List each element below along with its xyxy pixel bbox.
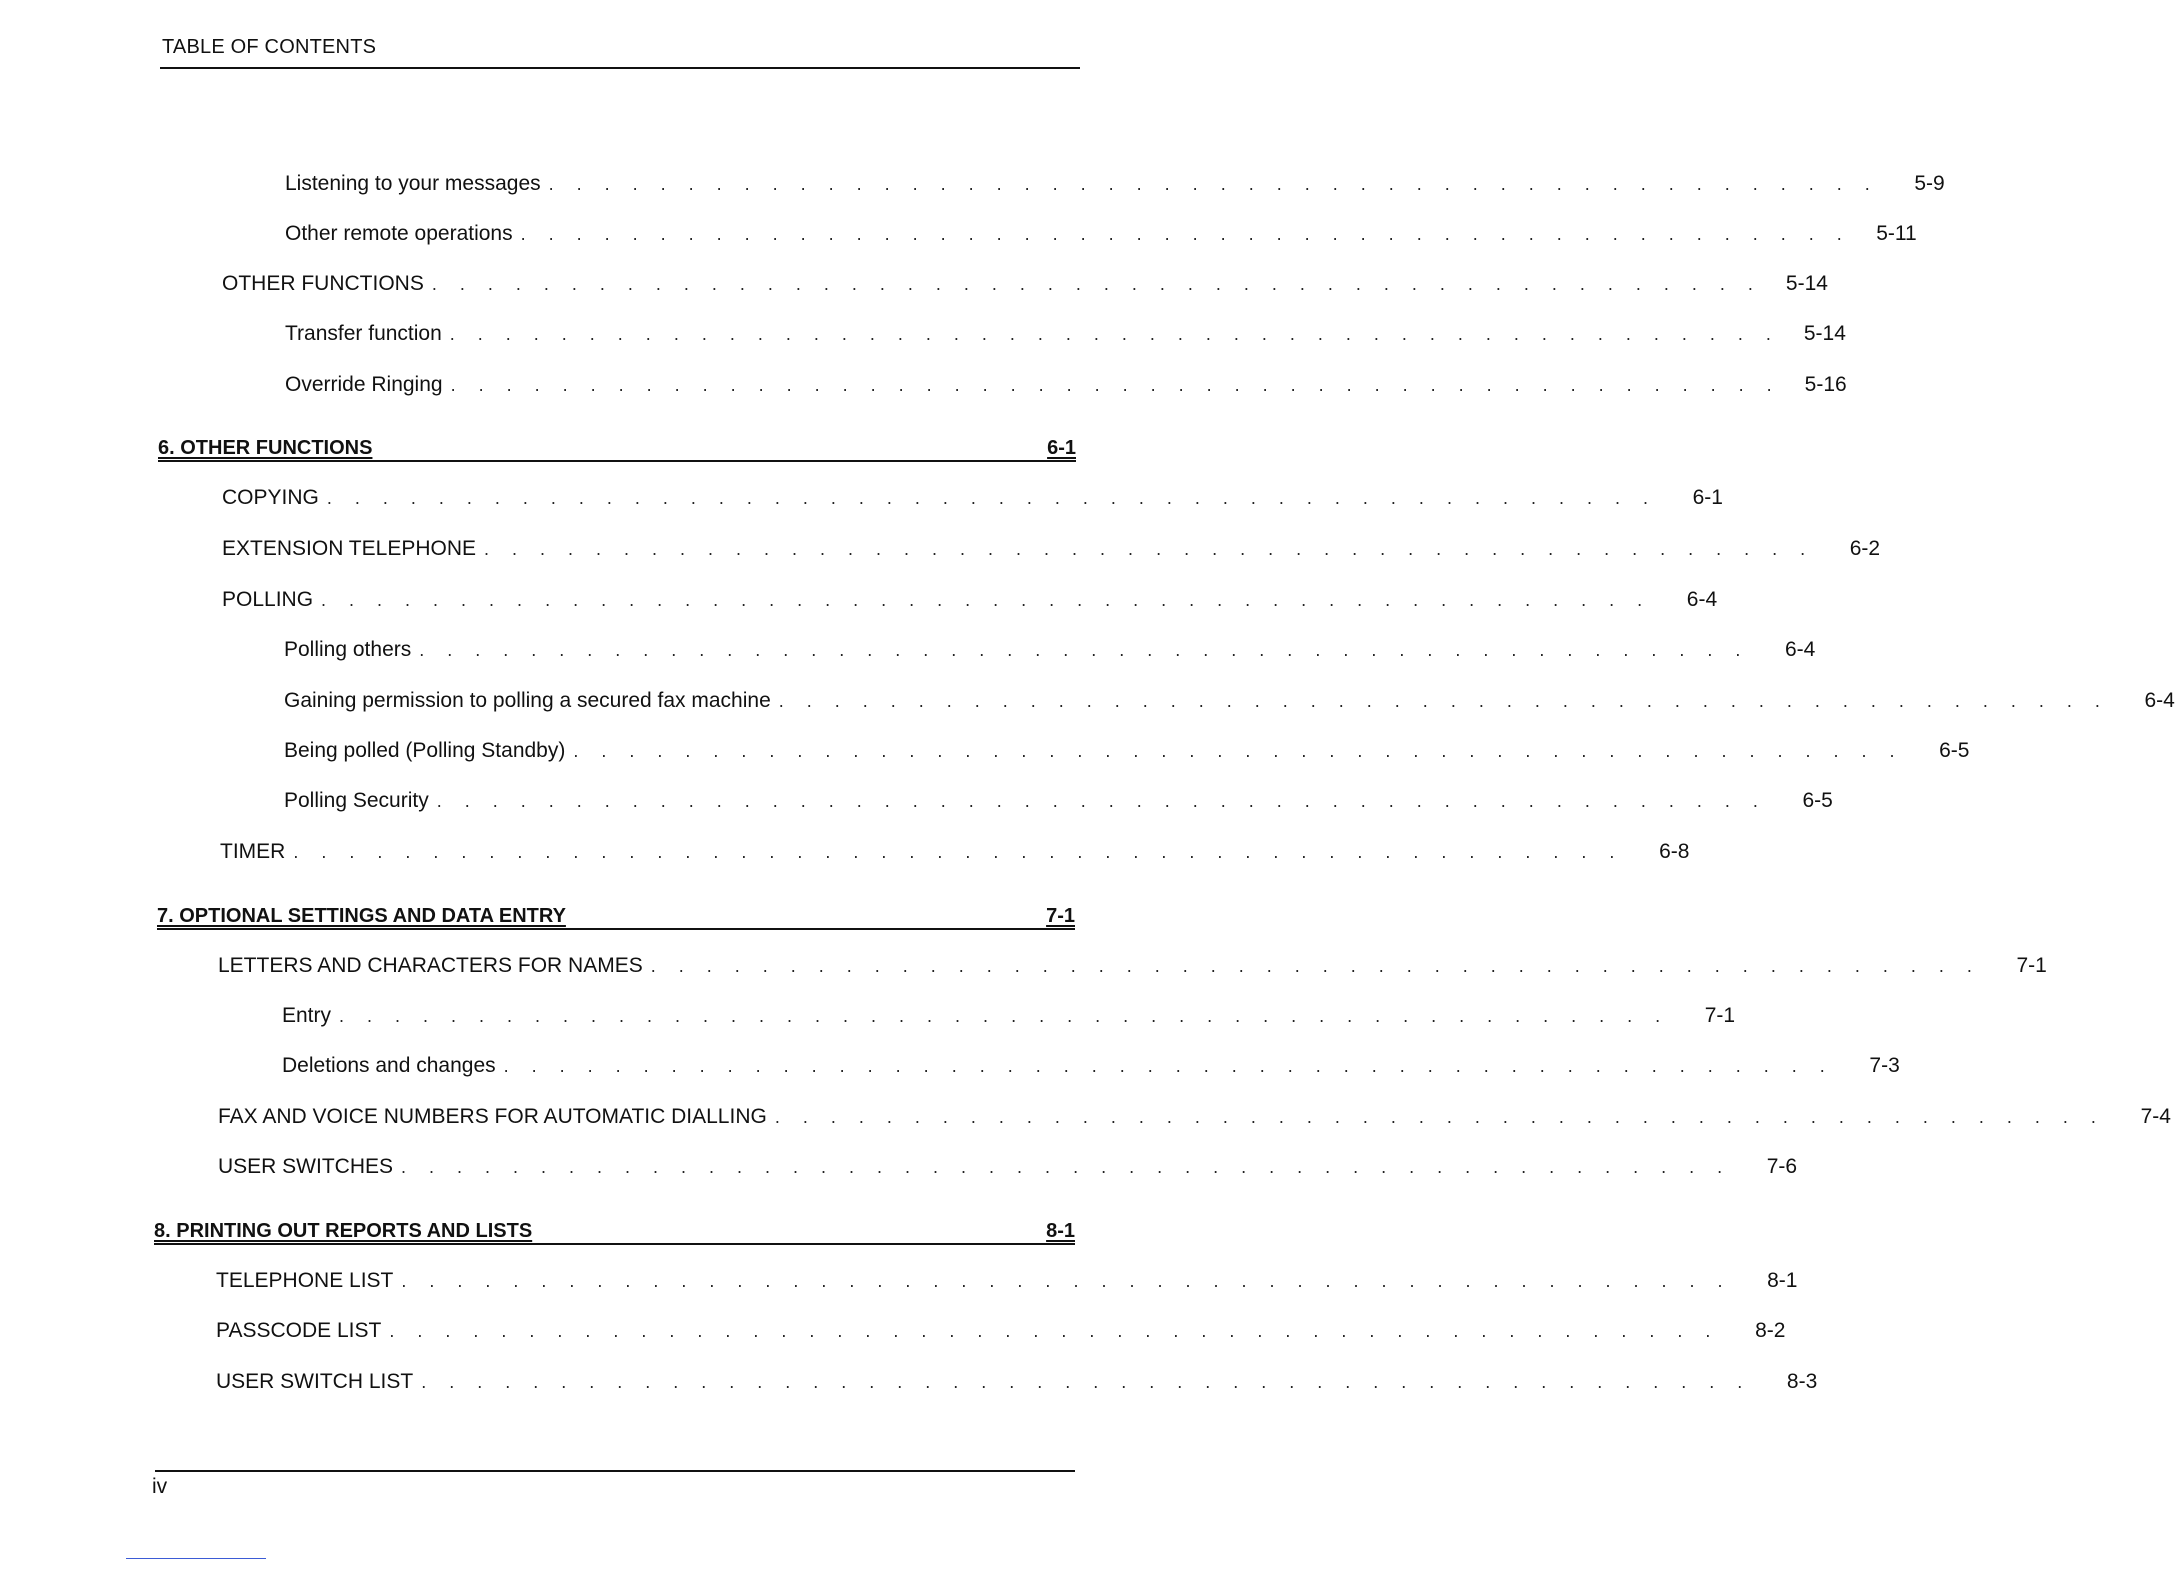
toc-entry-page: 6-2 [1849,537,1881,560]
dot-leader: . . . . . . . . . . . . . . . . . . . . . . . . . . . . . . . . . . . . . . . . . . . . . . . . [401,1157,1732,1177]
toc-entry-page: 5-9 [1914,172,1945,195]
toc-entry-page: 6-4 [1686,588,1718,611]
dot-leader: . . . . . . . . . . . . . . . . . . . . . . . . . . . . . . . . . . . . . . . . . . . . . . . . [450,375,1781,395]
toc-entry-page: 6-1 [1692,486,1723,509]
toc-entry-label: POLLING [222,588,314,611]
toc-entry[interactable] [222,582,1718,612]
toc-entry-page: 6-4 [2144,689,2175,712]
dot-leader: . . . . . . . . . . . . . . . . . . . . . . . . . . . . . . . . . . . . . . . . . . . . . . . . [401,1271,1732,1291]
toc-entry[interactable] [222,480,1723,510]
dot-leader: . . . . . . . . . . . . . . . . . . . . . . . . . . . . . . . . . . . . . . . . . . . . . . . . [436,791,1767,811]
dot-leader: . . . . . . . . . . . . . . . . . . . . . . . . . . . . . . . . . . . . . . . . . . . . . . . . [650,956,1981,976]
toc-entry-page: 6-5 [1939,739,1970,762]
toc-entry-label: USER SWITCH LIST [216,1370,414,1393]
toc-entry-label: Polling others [284,638,412,661]
chapter-heading[interactable] [158,428,1076,462]
toc-entry[interactable] [284,683,2175,713]
chapter-title: 8. PRINTING OUT REPORTS AND LISTS [154,1220,533,1242]
dot-leader: . . . . . . . . . . . . . . . . . . . . . . . . . . . . . . . . . . . . . . . . . . . . . . . . [293,842,1624,862]
chapter-heading[interactable] [154,1211,1075,1245]
toc-entry-label: TIMER [220,840,286,863]
scan-edge-mark [126,1558,266,1559]
dot-leader: . . . . . . . . . . . . . . . . . . . . . . . . . . . . . . . . . . . . . . . . . . . . . . . . [321,590,1652,610]
toc-entry-page: 6-8 [1659,840,1690,863]
page-header-title: TABLE OF CONTENTS [162,36,377,58]
dot-leader: . . . . . . . . . . . . . . . . . . . . . . . . . . . . . . . . . . . . . . . . . . . . . . . . [503,1056,1834,1076]
toc-entry[interactable] [284,783,1833,813]
toc-entry-page: 7-3 [1869,1054,1900,1077]
dot-leader: . . . . . . . . . . . . . . . . . . . . . . . . . . . . . . . . . . . . . . . . . . . . . . . . [774,1107,2105,1127]
toc-entry[interactable] [282,998,1736,1028]
footer-rule [155,1470,1075,1472]
toc-entry-page: 5-11 [1876,222,1917,245]
dot-leader: . . . . . . . . . . . . . . . . . . . . . . . . . . . . . . . . . . . . . . . . . . . . . . . . [389,1321,1720,1341]
toc-entry-label: EXTENSION TELEPHONE [222,537,477,560]
dot-leader: . . . . . . . . . . . . . . . . . . . . . . . . . . . . . . . . . . . . . . . . . . . . . . . . [449,324,1780,344]
toc-entry-label: Transfer function [285,322,442,345]
toc-entry-label: Other remote operations [285,222,513,245]
toc-entry-page: 7-1 [2016,954,2047,977]
toc-entry-label: Polling Security [284,789,429,812]
dot-leader: . . . . . . . . . . . . . . . . . . . . . . . . . . . . . . . . . . . . . . . . . . . . . . . . [573,741,1904,761]
dot-leader: . . . . . . . . . . . . . . . . . . . . . . . . . . . . . . . . . . . . . . . . . . . . . . . . [419,640,1750,660]
toc-entry-label: FAX AND VOICE NUMBERS FOR AUTOMATIC DIALLING [218,1105,767,1128]
dot-leader: . . . . . . . . . . . . . . . . . . . . . . . . . . . . . . . . . . . . . . . . . . . . . . . . [339,1006,1670,1026]
toc-entry-label: USER SWITCHES [218,1155,394,1178]
dot-leader: . . . . . . . . . . . . . . . . . . . . . . . . . . . . . . . . . . . . . . . . . . . . . . . . [431,274,1762,294]
toc-entry-page: 5-14 [1803,322,1846,345]
toc-entry[interactable] [282,1048,1900,1078]
toc-entry[interactable] [222,531,1881,561]
toc-entry-label: COPYING [222,486,319,509]
toc-entry-page: 5-14 [1785,272,1828,295]
toc-entry-page: 7-4 [2140,1105,2171,1128]
toc-entry[interactable] [285,316,1846,346]
chapter-heading[interactable] [157,896,1075,930]
toc-entry-page: 7-1 [1704,1004,1736,1027]
toc-entry[interactable] [218,1099,2171,1129]
toc-entry-label: Entry [282,1004,332,1027]
toc-entry[interactable] [284,632,1816,662]
toc-entry[interactable] [222,266,1828,296]
chapter-page: 6-1 [1047,437,1076,459]
toc-entry-label: Listening to your messages [285,172,541,195]
toc-entry[interactable] [285,367,1847,397]
toc-entry[interactable] [218,948,2047,978]
toc-entry-label: Deletions and changes [282,1054,496,1077]
toc-entry-page: 8-3 [1786,1370,1818,1393]
toc-entry[interactable] [216,1313,1786,1343]
dot-leader: . . . . . . . . . . . . . . . . . . . . . . . . . . . . . . . . . . . . . . . . . . . . . . . . [326,488,1657,508]
chapter-title: 7. OPTIONAL SETTINGS AND DATA ENTRY [157,905,566,927]
toc-entry-page: 6-4 [1784,638,1816,661]
toc-entry-label: Override Ringing [285,373,443,396]
toc-entry-page: 7-6 [1766,1155,1798,1178]
toc-entry-page: 8-1 [1767,1269,1798,1292]
toc-entry-page: 6-5 [1802,789,1833,812]
toc-entry[interactable] [284,733,1970,763]
toc-entry[interactable] [220,834,1690,864]
toc-entry[interactable] [218,1149,1798,1179]
toc-entry-label: LETTERS AND CHARACTERS FOR NAMES [218,954,643,977]
dot-leader: . . . . . . . . . . . . . . . . . . . . . . . . . . . . . . . . . . . . . . . . . . . . . . . . [484,539,1815,559]
dot-leader: . . . . . . . . . . . . . . . . . . . . . . . . . . . . . . . . . . . . . . . . . . . . . . . . [421,1372,1752,1392]
dot-leader: . . . . . . . . . . . . . . . . . . . . . . . . . . . . . . . . . . . . . . . . . . . . . . . . [548,174,1879,194]
toc-entry-label: TELEPHONE LIST [216,1269,394,1292]
chapter-title: 6. OTHER FUNCTIONS [158,437,373,459]
toc-entry[interactable] [216,1364,1818,1394]
toc-entry-label: OTHER FUNCTIONS [222,272,424,295]
dot-leader: . . . . . . . . . . . . . . . . . . . . . . . . . . . . . . . . . . . . . . . . . . . . . . . . [520,224,1851,244]
toc-entry-label: Gaining permission to polling a secured fax machine [284,689,771,712]
toc-entry[interactable] [285,216,1917,246]
toc-entry-label: PASSCODE LIST [216,1319,382,1342]
dot-leader: . . . . . . . . . . . . . . . . . . . . . . . . . . . . . . . . . . . . . . . . . . . . . . . . [778,691,2109,711]
toc-entry[interactable] [285,166,1945,196]
toc-entry-page: 5-16 [1804,373,1847,396]
chapter-page: 8-1 [1046,1220,1075,1242]
toc-entry[interactable] [216,1263,1798,1293]
chapter-page: 7-1 [1046,905,1075,927]
page-number: iv [152,1475,168,1498]
toc-entry-label: Being polled (Polling Standby) [284,739,566,762]
toc-entry-page: 8-2 [1755,1319,1786,1342]
